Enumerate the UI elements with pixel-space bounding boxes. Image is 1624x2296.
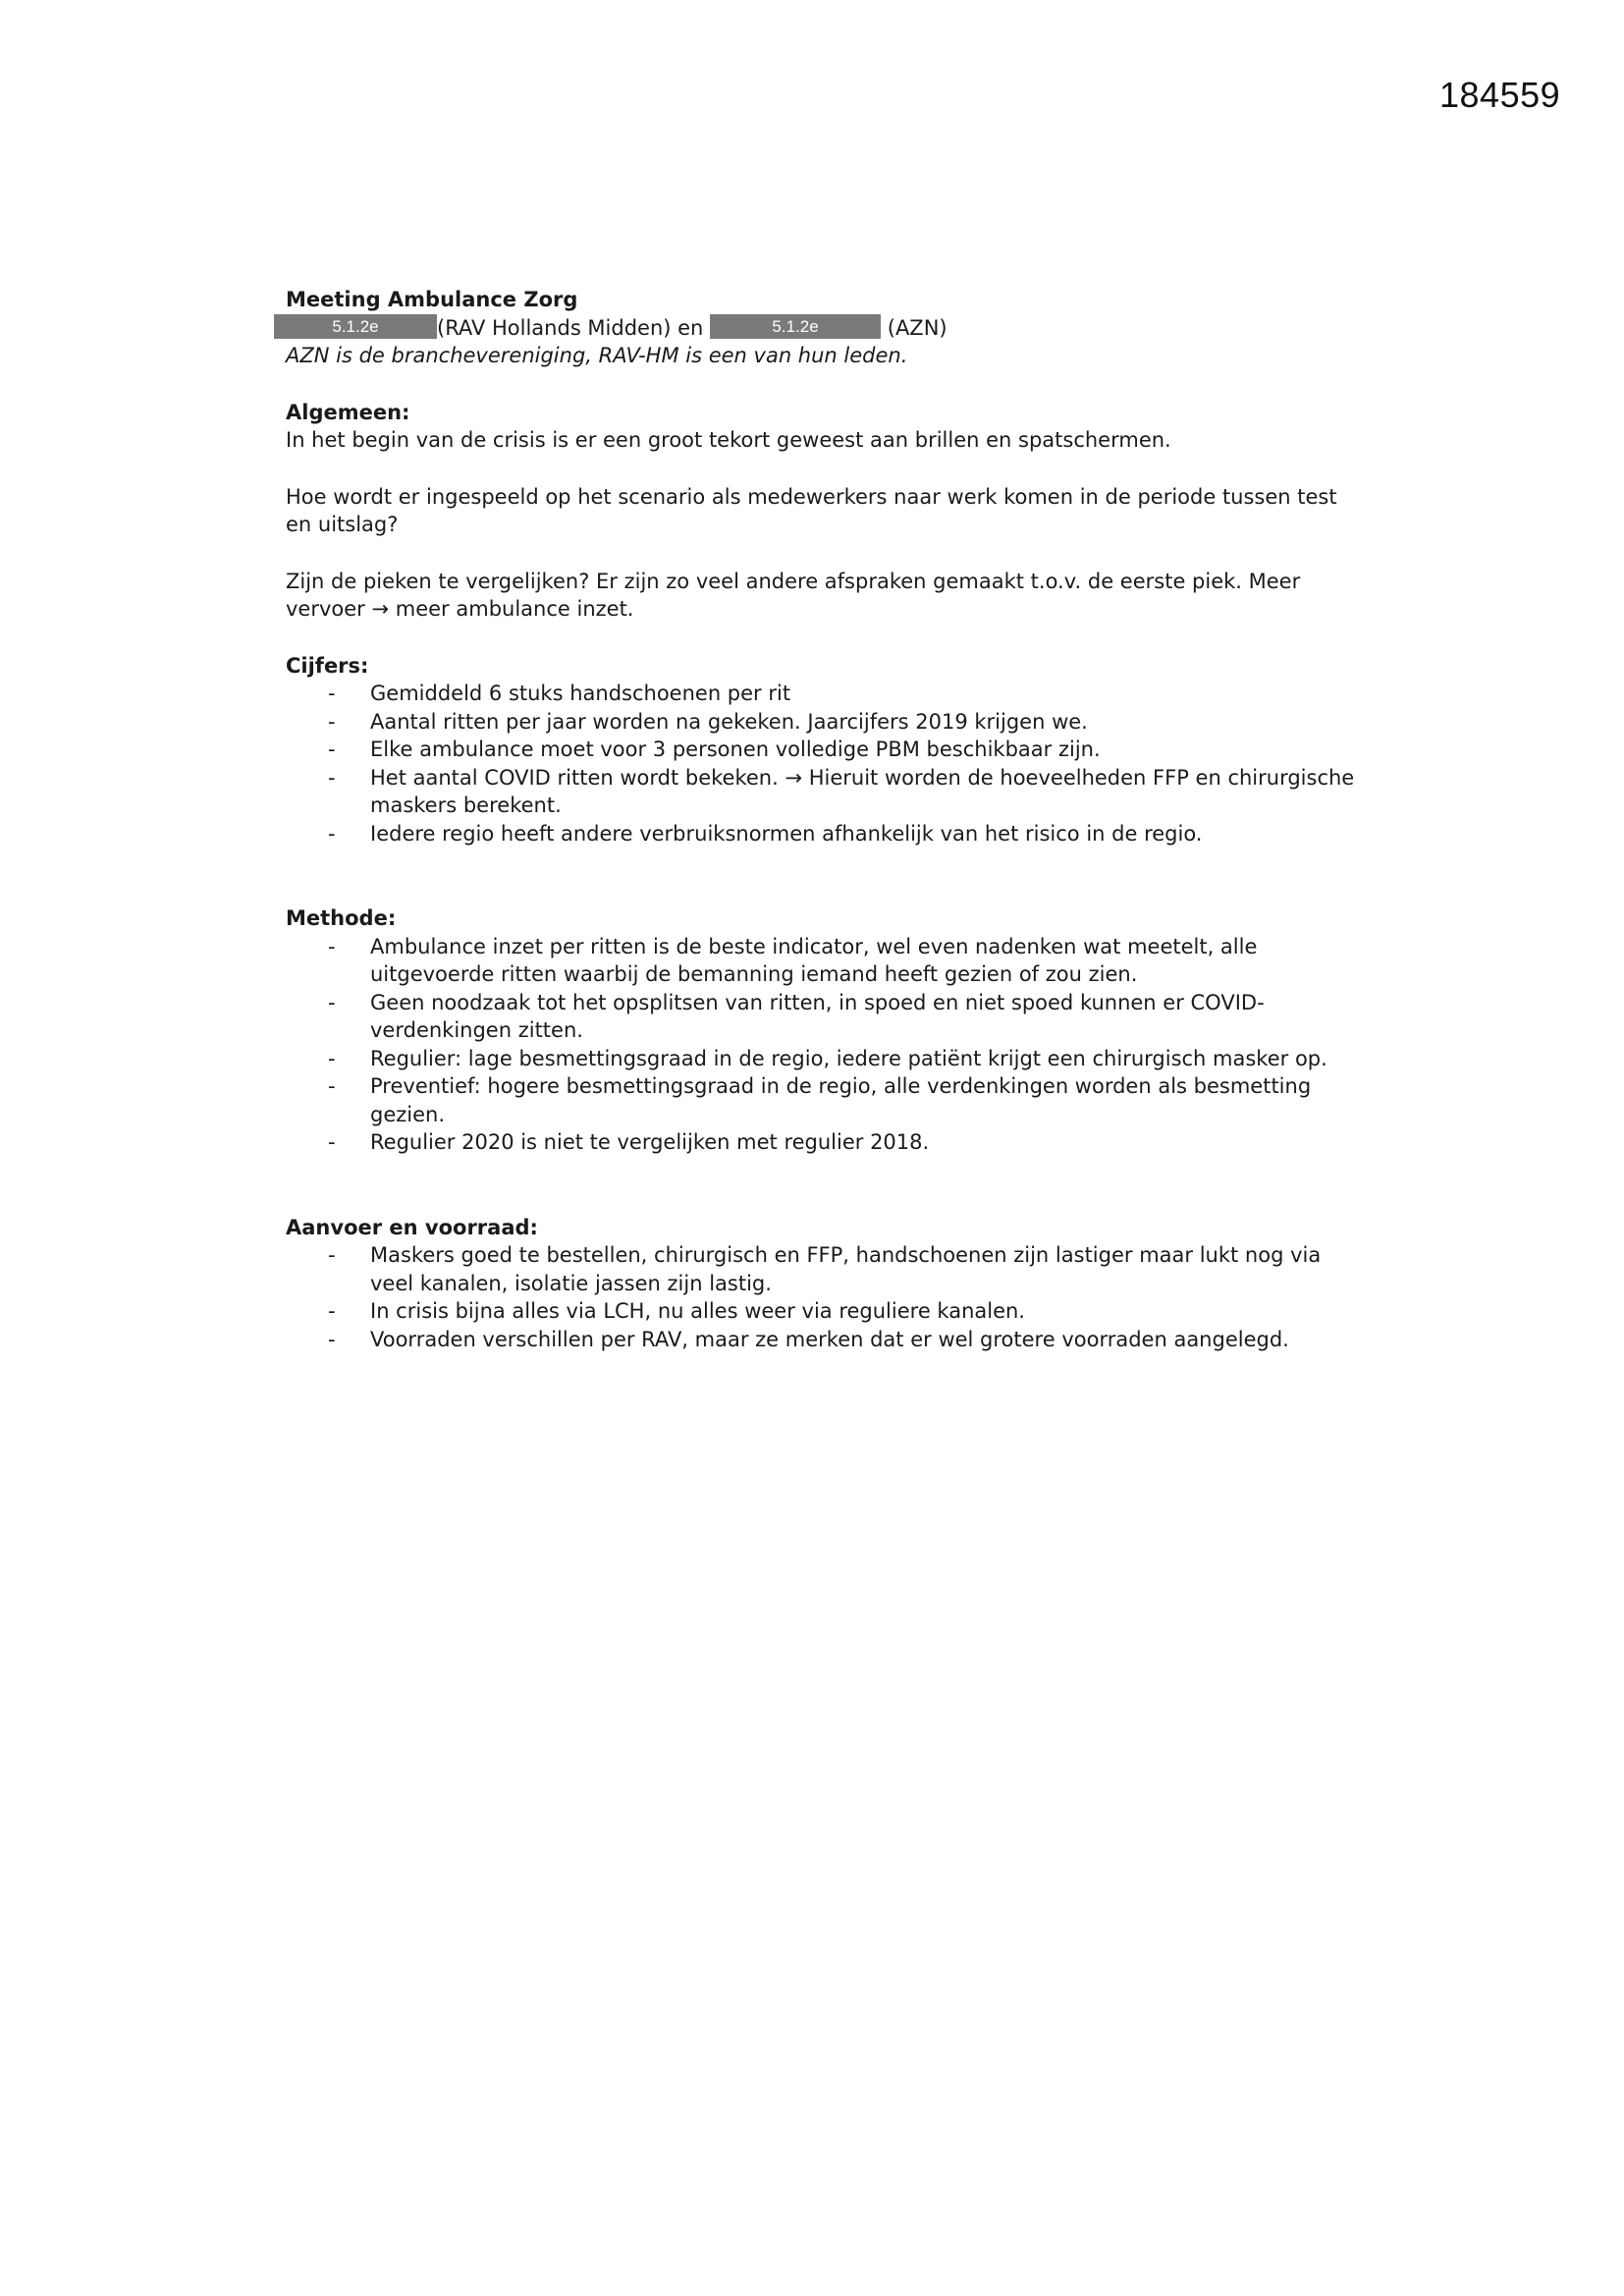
section-heading-cijfers: Cijfers:	[286, 653, 369, 678]
dash-bullet: -	[328, 934, 336, 958]
dash-bullet: -	[328, 1299, 336, 1323]
list-item-text: Voorraden verschillen per RAV, maar ze merken dat er wel grotere voorraden aangelegd.	[370, 1327, 1289, 1351]
dash-bullet: -	[328, 765, 336, 790]
list-item	[286, 1326, 1366, 1354]
dash-bullet: -	[328, 1327, 336, 1351]
list-item-text: Preventief: hogere besmettingsgraad in de regio, alle verdenkingen worden als besmetting gezien.	[370, 1074, 1312, 1126]
cijfers-list	[286, 680, 1366, 847]
list-item	[286, 1045, 1366, 1073]
list-item-text: Regulier 2020 is niet te vergelijken met regulier 2018.	[370, 1130, 930, 1154]
list-item-text: Ambulance inzet per ritten is de beste indicator, wel even nadenken wat meetelt, alle uitgevoerde ritten waarbij de bemanning iemand heeft gezien of zou zien.	[370, 934, 1258, 986]
methode-list	[286, 933, 1366, 1157]
dash-bullet: -	[328, 709, 336, 734]
dash-bullet: -	[328, 682, 336, 705]
paragraph: Hoe wordt er ingespeeld op het scenario als medewerkers naar werk komen in de periode tussen test en uitslag?	[286, 484, 1337, 536]
list-item	[286, 989, 1366, 1045]
paragraph: Zijn de pieken te vergelijken? Er zijn zo veel andere afspraken gemaakt t.o.v. de eerste piek. Meer vervoer → meer ambulance inzet.	[286, 569, 1301, 621]
list-item-text: Elke ambulance moet voor 3 personen volledige PBM beschikbaar zijn.	[370, 738, 1101, 761]
dash-bullet: -	[328, 1130, 336, 1154]
participants-text-1: (RAV Hollands Midden) en	[437, 315, 704, 340]
list-item	[286, 764, 1366, 820]
list-item	[286, 820, 1366, 848]
list-item	[286, 736, 1366, 764]
document-body	[286, 286, 1366, 1353]
paragraph: In het begin van de crisis is er een groot tekort geweest aan brillen en spatschermen.	[286, 428, 1171, 452]
redaction-box: 5.1.2e	[274, 314, 437, 339]
page-title: Meeting Ambulance Zorg	[286, 288, 578, 311]
aanvoer-list	[286, 1241, 1366, 1353]
list-item-text: Iedere regio heeft andere verbruiksnormen afhankelijk van het risico in de regio.	[370, 821, 1203, 846]
list-item-text: Regulier: lage besmettingsgraad in de regio, iedere patiënt krijgt een chirurgisch masker op.	[370, 1046, 1327, 1070]
list-item	[286, 1241, 1366, 1297]
document-number: 184559	[1439, 75, 1561, 115]
list-item-text: Het aantal COVID ritten wordt bekeken. → Hieruit worden de hoeveelheden FFP en chirurgische maskers berekent.	[370, 765, 1355, 817]
list-item-text: Maskers goed te bestellen, chirurgisch en FFP, handschoenen zijn lastiger maar lukt nog via veel kanalen, isolatie jassen zijn lastig.	[370, 1243, 1322, 1295]
dash-bullet: -	[328, 821, 336, 846]
dash-bullet: -	[328, 1074, 336, 1098]
list-item	[286, 1297, 1366, 1326]
subtitle: AZN is de branchevereniging, RAV-HM is een van hun leden.	[286, 344, 908, 367]
section-heading-methode: Methode:	[286, 906, 397, 930]
participants-line	[286, 314, 1366, 343]
redaction-box: 5.1.2e	[710, 314, 881, 339]
list-item-text: In crisis bijna alles via LCH, nu alles weer via reguliere kanalen.	[370, 1299, 1025, 1323]
list-item	[286, 708, 1366, 737]
participants-text-2: (AZN)	[887, 315, 947, 340]
section-heading-aanvoer: Aanvoer en voorraad:	[286, 1215, 538, 1239]
section-heading-algemeen: Algemeen:	[286, 400, 410, 424]
list-item	[286, 933, 1366, 989]
list-item-text: Gemiddeld 6 stuks handschoenen per rit	[370, 682, 791, 705]
list-item	[286, 1072, 1366, 1128]
list-item	[286, 680, 1366, 708]
dash-bullet: -	[328, 990, 336, 1014]
dash-bullet: -	[328, 738, 336, 761]
dash-bullet: -	[328, 1046, 336, 1070]
list-item	[286, 1128, 1366, 1157]
dash-bullet: -	[328, 1243, 336, 1267]
list-item-text: Geen noodzaak tot het opsplitsen van ritten, in spoed en niet spoed kunnen er COVID-verdenkingen zitten.	[370, 990, 1265, 1042]
list-item-text: Aantal ritten per jaar worden na gekeken. Jaarcijfers 2019 krijgen we.	[370, 709, 1088, 734]
